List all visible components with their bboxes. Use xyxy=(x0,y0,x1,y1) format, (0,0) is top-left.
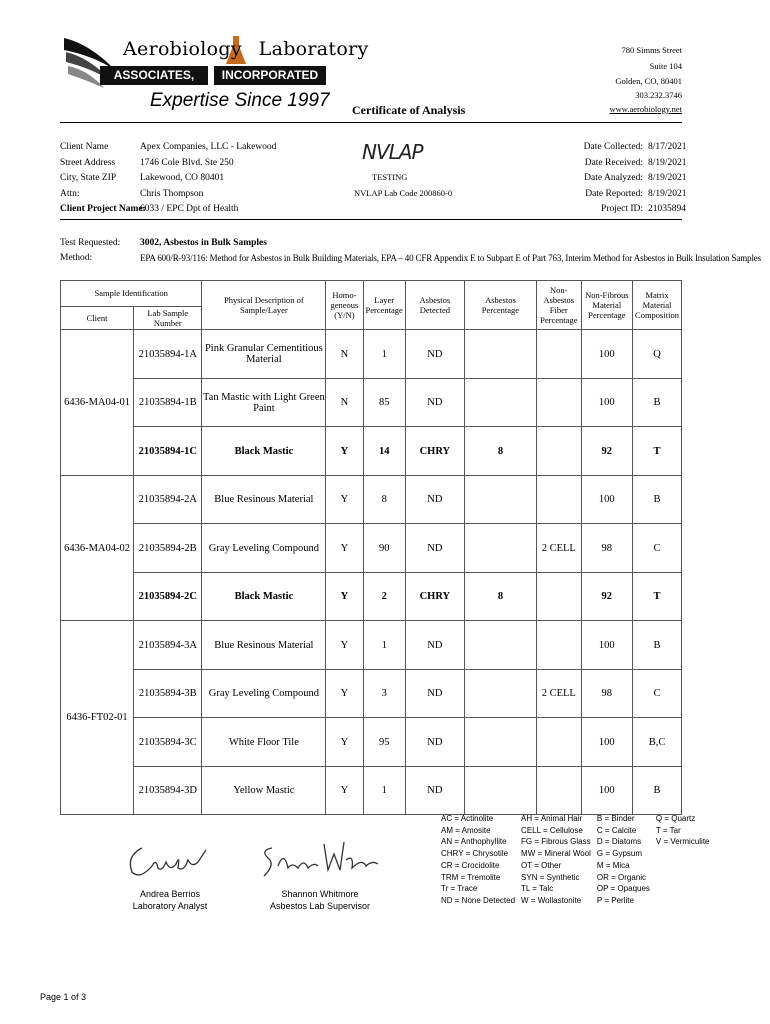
date-analyzed-value: 8/19/2021 xyxy=(648,173,687,183)
date-reported-label: Date Reported: xyxy=(585,188,643,199)
logo-incorporated: INCORPORATED xyxy=(214,66,326,85)
date-values xyxy=(648,142,687,220)
asbestos-detected-cell: ND xyxy=(405,621,464,670)
non-asbestos-fiber-cell xyxy=(536,572,581,621)
non-asbestos-fiber-cell xyxy=(536,621,581,670)
table-row xyxy=(61,378,682,427)
legend-entry: W = Wollastonite xyxy=(521,895,582,905)
description-cell: White Floor Tile xyxy=(202,718,326,767)
non-fibrous-cell: 100 xyxy=(581,378,632,427)
matrix-cell: B xyxy=(633,621,682,670)
asbestos-percentage-cell xyxy=(464,330,536,379)
supervisor-signature-icon xyxy=(258,836,383,886)
homogeneous-cell: Y xyxy=(326,427,363,476)
project-name-label: Client Project Name: xyxy=(60,204,146,214)
table-row xyxy=(61,718,682,767)
legend-table xyxy=(441,813,716,907)
table-row xyxy=(61,669,682,718)
legend-entry: G = Gypsum xyxy=(596,849,643,859)
supervisor-name: Shannon Whitmore xyxy=(281,889,359,899)
description-cell: Black Mastic xyxy=(202,427,326,476)
attn-value: Chris Thompson xyxy=(140,188,204,199)
description-cell: Gray Leveling Compound xyxy=(202,669,326,718)
legend-entry: Q = Quartz xyxy=(655,814,696,823)
legend-row xyxy=(441,883,716,895)
matrix-cell: B xyxy=(633,378,682,427)
asbestos-percentage-cell xyxy=(464,718,536,767)
date-analyzed-label: Date Analyzed: xyxy=(584,173,643,183)
asbestos-percentage-cell: 8 xyxy=(464,572,536,621)
non-asbestos-fiber-cell xyxy=(536,766,581,815)
non-fibrous-cell: 92 xyxy=(581,572,632,621)
col-non-asbestos: Non-Asbestos Fiber Percentage xyxy=(536,281,581,330)
col-client: Client xyxy=(61,307,134,330)
legend-entry: CELL = Cellulose xyxy=(521,825,583,835)
asbestos-detected-cell: CHRY xyxy=(405,572,464,621)
layer-percentage-cell: 14 xyxy=(363,427,405,476)
page-title: Certificate of Analysis xyxy=(352,103,466,117)
lab-sample-number-cell: 21035894-3A xyxy=(134,621,202,670)
legend-entry: AN = Anthophyllite xyxy=(441,837,507,847)
asbestos-percentage-cell xyxy=(464,621,536,670)
layer-percentage-cell: 1 xyxy=(363,766,405,815)
legend-row xyxy=(441,848,716,860)
layer-percentage-cell: 1 xyxy=(363,330,405,379)
project-name-value: 6033 / EPC Dpt of Health xyxy=(140,204,239,214)
table-row xyxy=(61,330,682,379)
non-fibrous-cell: 100 xyxy=(581,621,632,670)
homogeneous-cell: Y xyxy=(326,766,363,815)
layer-percentage-cell: 1 xyxy=(363,621,405,670)
logo-wordmark: Aerobiology Laboratory xyxy=(123,38,369,60)
matrix-cell: B,C xyxy=(633,718,682,767)
matrix-cell: C xyxy=(633,669,682,718)
legend-entry: C = Calcite xyxy=(596,825,637,835)
results-body xyxy=(61,330,682,815)
street-label: Street Address xyxy=(60,157,116,168)
homogeneous-cell: Y xyxy=(326,475,363,524)
non-fibrous-cell: 100 xyxy=(581,475,632,524)
col-non-fibrous: Non-Fibrous Material Percentage xyxy=(581,281,632,330)
logo-associates: ASSOCIATES, xyxy=(100,66,208,85)
legend-entry: D = Diatoms xyxy=(596,837,642,847)
lab-sample-number-cell: 21035894-3D xyxy=(134,766,202,815)
nvlap-lab-code: NVLAP Lab Code 200860-0 xyxy=(354,188,453,198)
supervisor-title: Asbestos Lab Supervisor xyxy=(269,901,371,911)
layer-percentage-cell: 95 xyxy=(363,718,405,767)
client-divider xyxy=(60,219,682,220)
test-requested-value: 3002, Asbestos in Bulk Samples xyxy=(140,238,267,248)
description-cell: Tan Mastic with Light Green Paint xyxy=(202,378,326,427)
description-cell: Black Mastic xyxy=(202,572,326,621)
lab-sample-number-cell: 21035894-1C xyxy=(134,427,202,476)
table-row xyxy=(61,524,682,573)
matrix-cell: B xyxy=(633,766,682,815)
layer-percentage-cell: 8 xyxy=(363,475,405,524)
header-divider xyxy=(60,122,682,123)
col-sample-identification: Sample Identification xyxy=(61,281,202,307)
non-asbestos-fiber-cell xyxy=(536,330,581,379)
col-description: Physical Description of Sample/Layer xyxy=(202,281,326,330)
legend-entry: SYN = Synthetic xyxy=(521,872,580,882)
asbestos-percentage-cell: 8 xyxy=(464,427,536,476)
legend-entry: OR = Organic xyxy=(596,872,647,882)
date-collected-value: 8/17/2021 xyxy=(648,142,687,152)
non-fibrous-cell: 98 xyxy=(581,524,632,573)
city-value: Lakewood, CO 80401 xyxy=(140,173,225,183)
asbestos-detected-cell: ND xyxy=(405,524,464,573)
legend-row xyxy=(441,872,716,884)
date-received-value: 8/19/2021 xyxy=(648,157,687,168)
date-labels xyxy=(584,142,643,220)
legend-entry: V = Vermiculite xyxy=(655,837,710,847)
legend-entry: T = Tar xyxy=(655,825,681,835)
analyst-signature-block xyxy=(120,888,220,912)
col-lab-sample-number: Lab Sample Number xyxy=(134,307,202,330)
legend-entry xyxy=(656,860,716,872)
legend-entry xyxy=(656,872,716,884)
non-fibrous-cell: 98 xyxy=(581,669,632,718)
test-requested-label: Test Requested: xyxy=(60,238,121,248)
asbestos-percentage-cell xyxy=(464,669,536,718)
non-fibrous-cell: 92 xyxy=(581,427,632,476)
legend-row xyxy=(441,825,716,837)
col-asbestos-percentage: Asbestos Percentage xyxy=(464,281,536,330)
legend-entry: AM = Amosite xyxy=(441,825,491,835)
logo-tagline: Expertise Since 1997 xyxy=(150,90,330,111)
address-city: Golden, CO, 80401 xyxy=(615,76,682,86)
nvlap-logo: NVLAP xyxy=(362,140,423,164)
abbreviation-legend xyxy=(441,813,716,907)
date-received-label: Date Received: xyxy=(584,157,643,168)
asbestos-detected-cell: ND xyxy=(405,475,464,524)
legend-entry xyxy=(656,883,716,895)
description-cell: Pink Granular Cementitious Material xyxy=(202,330,326,379)
legend-entry: AC = Actinolite xyxy=(441,814,494,823)
lab-sample-number-cell: 21035894-1A xyxy=(134,330,202,379)
address-street: 780 Simms Street xyxy=(621,45,682,55)
legend-entry: M = Mica xyxy=(596,860,630,870)
client-sample-id: 6436-MA04-02 xyxy=(61,475,134,621)
col-asbestos-detected: Asbestos Detected xyxy=(405,281,464,330)
homogeneous-cell: N xyxy=(326,330,363,379)
non-asbestos-fiber-cell: 2 CELL xyxy=(536,669,581,718)
legend-row xyxy=(441,836,716,848)
supervisor-signature-block xyxy=(260,888,380,912)
asbestos-detected-cell: ND xyxy=(405,766,464,815)
table-row xyxy=(61,572,682,621)
description-cell: Yellow Mastic xyxy=(202,766,326,815)
homogeneous-cell: Y xyxy=(326,621,363,670)
lab-sample-number-cell: 21035894-3B xyxy=(134,669,202,718)
lab-sample-number-cell: 21035894-3C xyxy=(134,718,202,767)
description-cell: Gray Leveling Compound xyxy=(202,524,326,573)
layer-percentage-cell: 85 xyxy=(363,378,405,427)
lab-sample-number-cell: 21035894-1B xyxy=(134,378,202,427)
analyst-name: Andrea Berrios xyxy=(139,889,201,899)
legend-entry: CHRY = Chrysotile xyxy=(441,849,509,859)
matrix-cell: T xyxy=(633,572,682,621)
address-phone: 303.232.3746 xyxy=(635,90,682,100)
method-label: Method: xyxy=(60,253,93,263)
table-row xyxy=(61,766,682,815)
asbestos-percentage-cell xyxy=(464,766,536,815)
legend-entry: B = Binder xyxy=(596,814,635,823)
attn-label: Attn: xyxy=(60,188,80,199)
table-row xyxy=(61,621,682,670)
asbestos-detected-cell: ND xyxy=(405,378,464,427)
client-labels xyxy=(60,142,146,220)
legend-entry: AH = Animal Hair xyxy=(521,814,583,823)
non-asbestos-fiber-cell xyxy=(536,378,581,427)
nvlap-testing: TESTING xyxy=(372,172,408,182)
description-cell: Blue Resinous Material xyxy=(202,621,326,670)
lab-sample-number-cell: 21035894-2B xyxy=(134,524,202,573)
col-layer-percentage: Layer Percentage xyxy=(363,281,405,330)
legend-entry: P = Perlite xyxy=(596,895,634,905)
asbestos-percentage-cell xyxy=(464,378,536,427)
legend-entry: MW = Mineral Wool xyxy=(521,849,591,859)
non-asbestos-fiber-cell: 2 CELL xyxy=(536,524,581,573)
non-fibrous-cell: 100 xyxy=(581,718,632,767)
matrix-cell: Q xyxy=(633,330,682,379)
table-header-row xyxy=(61,281,682,307)
street-value: 1746 Cole Blvd. Ste 250 xyxy=(140,157,234,168)
client-sample-id: 6436-MA04-01 xyxy=(61,330,134,476)
legend-entry xyxy=(656,895,716,907)
method-value: EPA 600/R-93/116: Method for Asbestos in Bulk Building Materials, EPA – 40 CFR Appendix E to Subpart E of Part 763, Interim Method for Asbestos in Bulk Insulation Samples xyxy=(140,253,762,263)
legend-entry: ND = None Detected xyxy=(441,895,516,905)
legend-entry: OP = Opaques xyxy=(596,884,650,894)
col-homogeneous: Homo- geneous (Y/N) xyxy=(326,281,363,330)
client-values xyxy=(140,142,276,220)
client-name-label: Client Name xyxy=(60,142,109,152)
results-table xyxy=(60,280,682,815)
asbestos-detected-cell: ND xyxy=(405,669,464,718)
analyst-signature-icon xyxy=(122,838,212,886)
layer-percentage-cell: 3 xyxy=(363,669,405,718)
client-sample-id: 6436-FT02-01 xyxy=(61,621,134,815)
matrix-cell: T xyxy=(633,427,682,476)
homogeneous-cell: Y xyxy=(326,524,363,573)
homogeneous-cell: Y xyxy=(326,572,363,621)
legend-entry: OT = Other xyxy=(521,860,562,870)
legend-entry: CR = Crocidolite xyxy=(441,860,500,870)
website-link[interactable]: www.aerobiology.net xyxy=(609,104,682,114)
non-fibrous-cell: 100 xyxy=(581,766,632,815)
non-asbestos-fiber-cell xyxy=(536,427,581,476)
homogeneous-cell: Y xyxy=(326,718,363,767)
address-suite: Suite 104 xyxy=(649,61,682,71)
asbestos-detected-cell: CHRY xyxy=(405,427,464,476)
legend-row xyxy=(441,895,716,907)
col-matrix: Matrix Material Composition xyxy=(633,281,682,330)
legend-entry: TL = Talc xyxy=(521,884,554,894)
asbestos-detected-cell: ND xyxy=(405,330,464,379)
matrix-cell: B xyxy=(633,475,682,524)
homogeneous-cell: N xyxy=(326,378,363,427)
layer-percentage-cell: 90 xyxy=(363,524,405,573)
lab-sample-number-cell: 21035894-2A xyxy=(134,475,202,524)
non-asbestos-fiber-cell xyxy=(536,718,581,767)
layer-percentage-cell: 2 xyxy=(363,572,405,621)
date-reported-value: 8/19/2021 xyxy=(648,188,687,199)
project-id-label: Project ID: xyxy=(601,204,643,214)
date-collected-label: Date Collected: xyxy=(583,142,643,152)
non-asbestos-fiber-cell xyxy=(536,475,581,524)
description-cell: Blue Resinous Material xyxy=(202,475,326,524)
client-name-value: Apex Companies, LLC - Lakewood xyxy=(140,142,277,152)
legend-row xyxy=(441,813,716,825)
page-number: Page 1 of 3 xyxy=(40,992,87,1002)
table-row xyxy=(61,475,682,524)
city-label: City, State ZIP xyxy=(60,173,117,183)
table-row xyxy=(61,427,682,476)
legend-entry: TRM = Tremolite xyxy=(441,872,501,882)
analyst-title: Laboratory Analyst xyxy=(132,901,208,911)
matrix-cell: C xyxy=(633,524,682,573)
non-fibrous-cell: 100 xyxy=(581,330,632,379)
legend-entry xyxy=(656,848,716,860)
legend-row xyxy=(441,860,716,872)
legend-entry: FG = Fibrous Glass xyxy=(521,837,591,847)
lab-sample-number-cell: 21035894-2C xyxy=(134,572,202,621)
asbestos-percentage-cell xyxy=(464,475,536,524)
asbestos-percentage-cell xyxy=(464,524,536,573)
asbestos-detected-cell: ND xyxy=(405,718,464,767)
project-id-value: 21035894 xyxy=(648,204,686,214)
homogeneous-cell: Y xyxy=(326,669,363,718)
legend-entry: Tr = Trace xyxy=(441,884,478,894)
